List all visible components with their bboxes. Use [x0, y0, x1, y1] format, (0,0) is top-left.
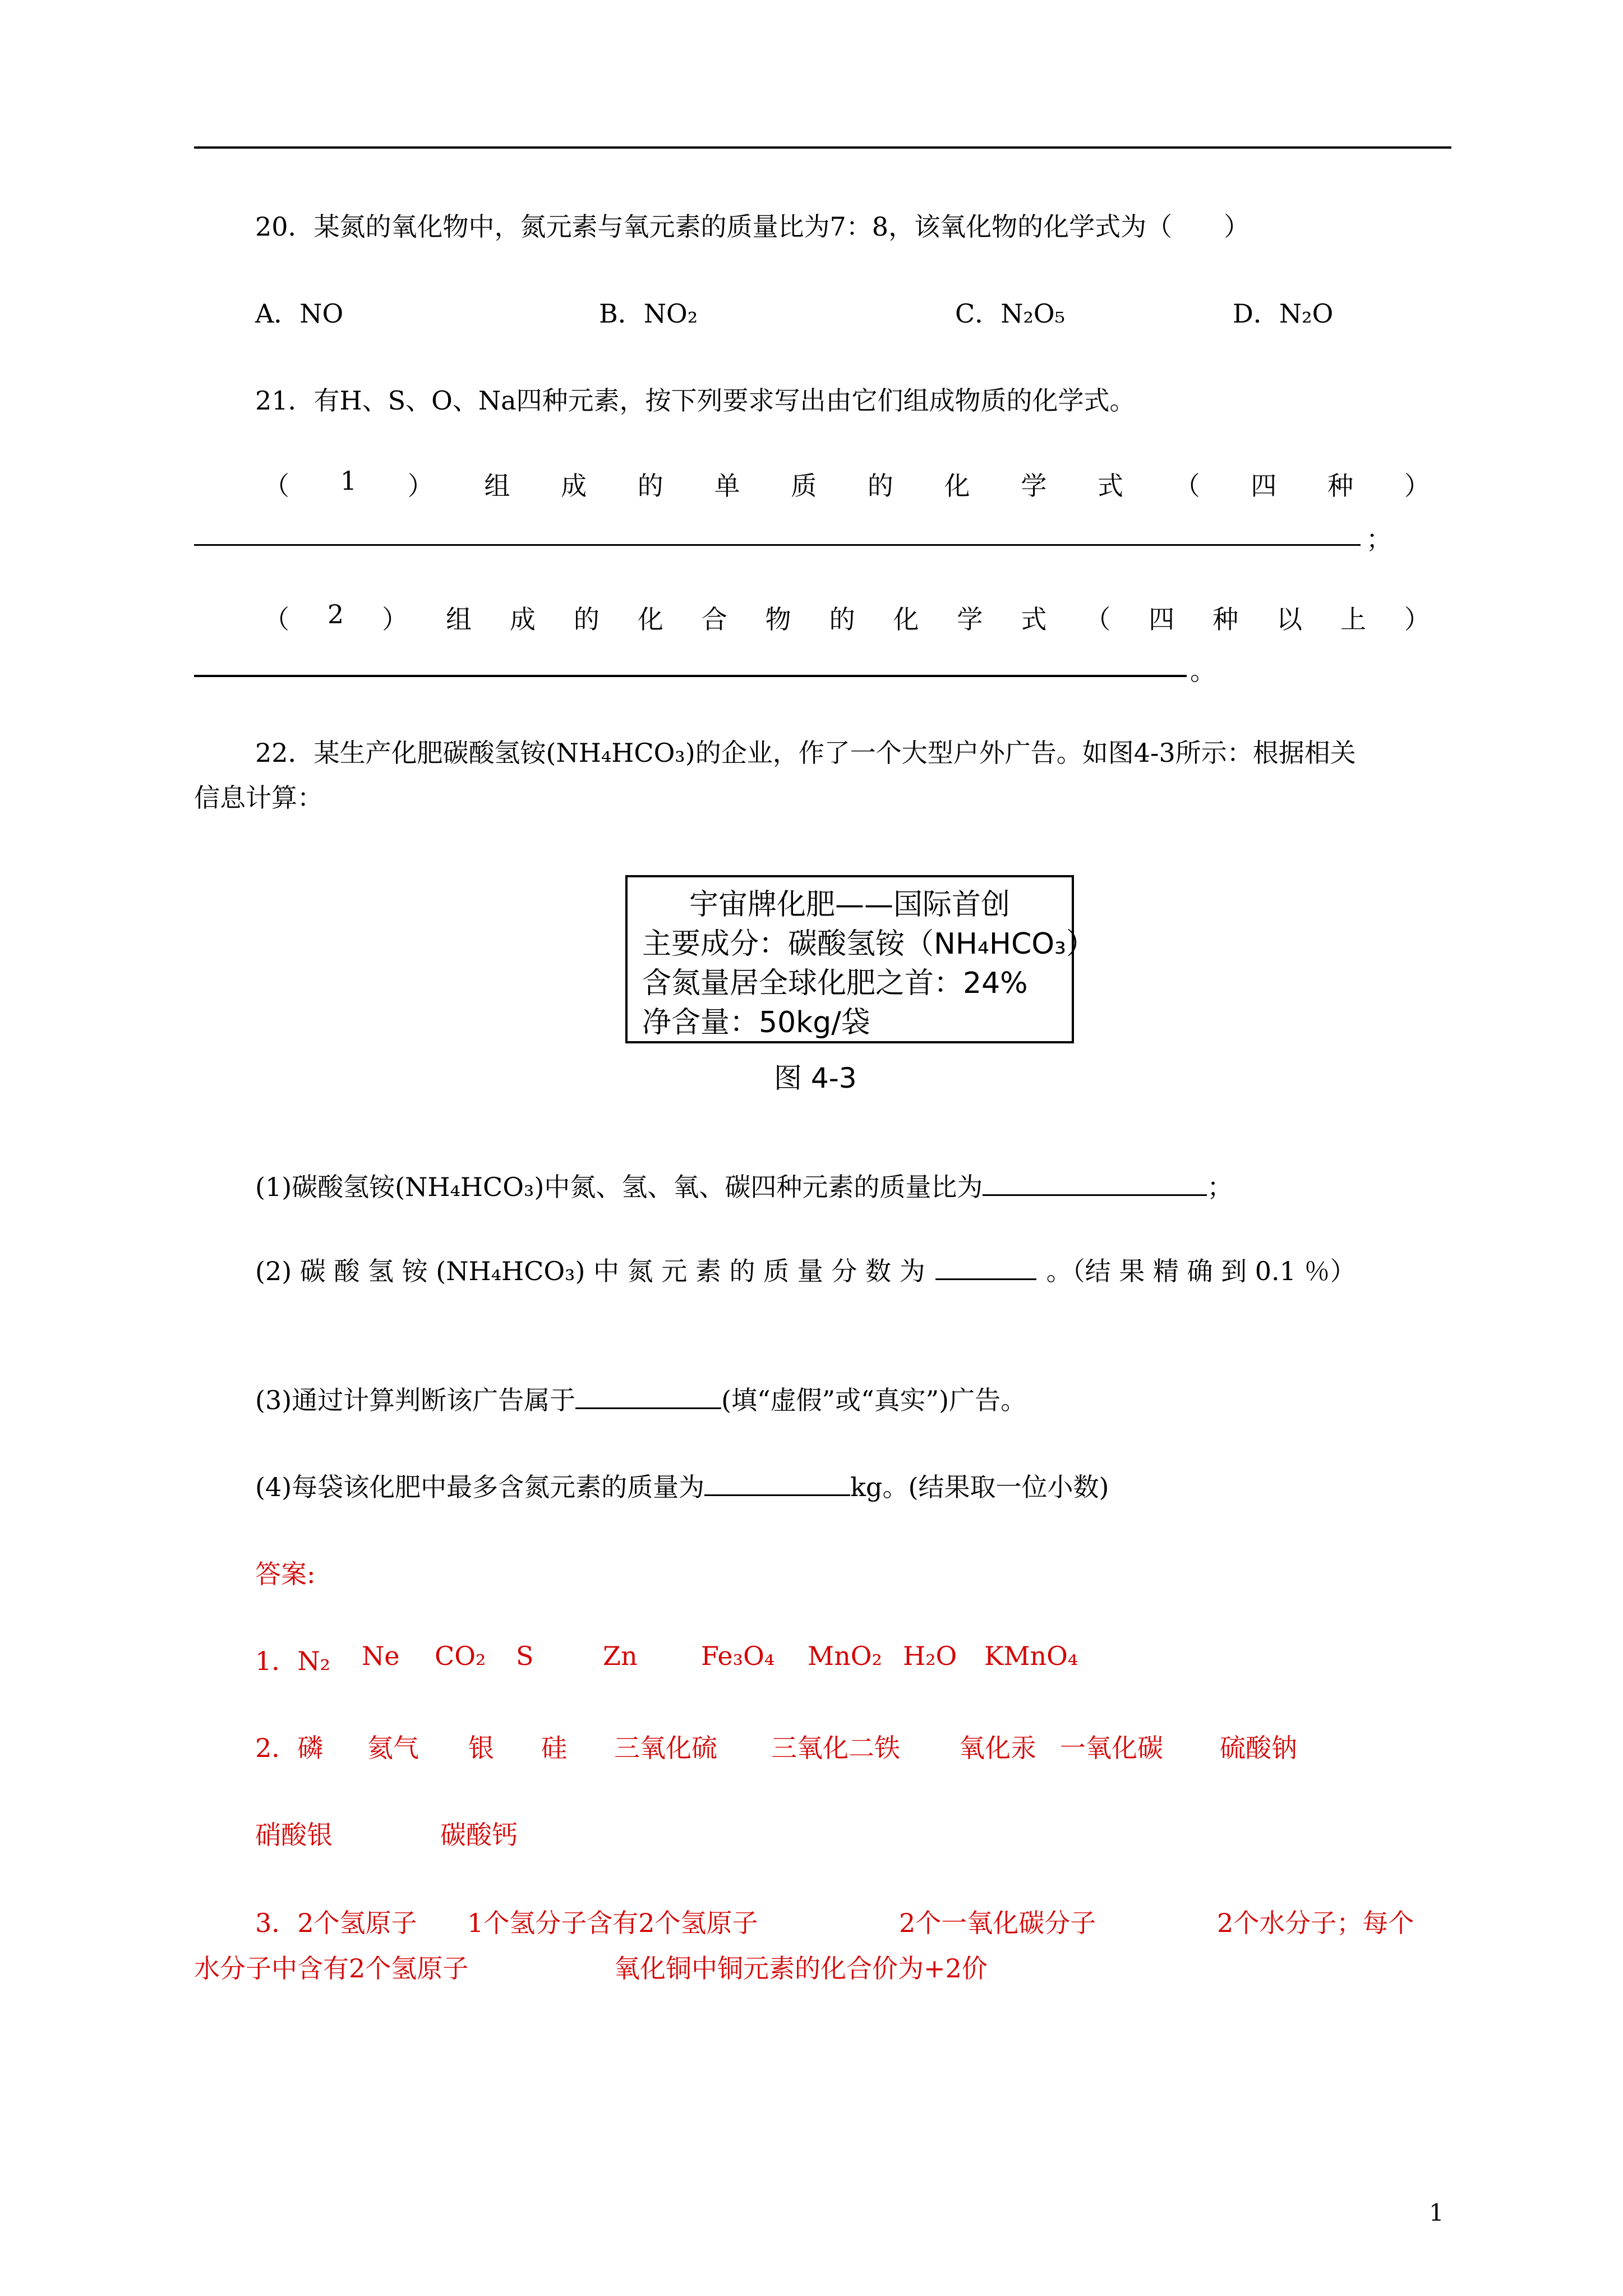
page-number: 1 [1429, 2199, 1444, 2226]
answer-2-item: 一氧化碳 [1060, 1733, 1163, 1763]
answers-heading: 答案: [255, 1559, 316, 1589]
q21-part1: （ 1 ） 组 成 的 单 质 的 化 学 式 （ 四 种 ） [264, 466, 1430, 501]
q22-sub2-blank[interactable] [935, 1256, 1036, 1280]
q20-option-c: C．N₂O₅ [955, 298, 1066, 329]
answer-3-item: 2个一氧化碳分子 [899, 1908, 1096, 1938]
ad-line-net-weight: 净含量：50kg/袋 [642, 1006, 870, 1039]
answer-3-item: 3．2个氢原子 [255, 1908, 417, 1938]
answer-2-item: 三氧化二铁 [771, 1733, 900, 1763]
answer-1-item: S [516, 1641, 534, 1671]
q21-part1-answer-line[interactable] [194, 544, 1361, 546]
q22-sub3-blank[interactable] [575, 1385, 721, 1409]
answer-3-item: 1个氢分子含有2个氢原子 [467, 1908, 758, 1938]
q21-stem: 21．有H、S、O、Na四种元素，按下列要求写出由它们组成物质的化学式。 [255, 385, 1136, 416]
answer-3-item: 氧化铜中铜元素的化合价为+2价 [614, 1953, 988, 1984]
q22-sub3: (3)通过计算判断该广告属于 (填“虚假”或“真实”)广告。 [255, 1385, 1027, 1415]
answer-1-item: Ne [362, 1641, 400, 1671]
q22-sub1-blank[interactable] [983, 1172, 1207, 1196]
answer-2-item: 三氧化硫 [614, 1733, 717, 1763]
answer-3-item: 水分子中含有2个氢原子 [194, 1953, 469, 1984]
ad-title: 宇宙牌化肥——国际首创 [689, 888, 1010, 922]
q21-part2-end: 。 [1190, 656, 1216, 686]
q22-stem-line2: 信息计算： [194, 783, 323, 813]
answer-2-item: 氦气 [367, 1733, 419, 1763]
answer-2-item: 硅 [541, 1733, 567, 1763]
answer-1-item: 1．N₂ [255, 1646, 330, 1676]
answer-1-item: Zn [603, 1641, 638, 1671]
answer-1-item: H₂O [903, 1641, 957, 1671]
answer-2-item: 银 [468, 1733, 494, 1763]
advertisement-box [625, 875, 1096, 1043]
answer-1-item: Fe₃O₄ [701, 1641, 775, 1671]
header-rule [194, 146, 1451, 149]
q21-part2-answer-line[interactable] [194, 675, 1187, 677]
answer-1-item: MnO₂ [808, 1641, 882, 1671]
q22-sub4: (4)每袋该化肥中最多含氮元素的质量为 kg。(结果取一位小数) [255, 1472, 1109, 1502]
q21-part1-end: ； [1366, 524, 1392, 554]
q22-sub1: (1)碳酸氢铵(NH₄HCO₃)中氮、氢、氧、碳四种元素的质量比为 ； [255, 1172, 1233, 1202]
answer-1-item: KMnO₄ [984, 1641, 1078, 1671]
ad-line-nitrogen: 含氮量居全球化肥之首：24% [642, 967, 1028, 1000]
q22-stem-line1: 22．某生产化肥碳酸氢铵(NH₄HCO₃)的企业，作了一个大型户外广告。如图4-3所示：根据相关 [255, 738, 1356, 768]
q20-option-a: A．NO [255, 298, 344, 329]
q20-option-b: B．NO₂ [599, 298, 698, 329]
answer-2-item: 碳酸钙 [440, 1820, 518, 1850]
answer-2-item: 氧化汞 [959, 1733, 1036, 1763]
answer-2-item: 硫酸钠 [1220, 1733, 1297, 1763]
q21-part2: （ 2 ） 组 成 的 化 合 物 的 化 学 式 （ 四 种 以 上 ） [264, 599, 1430, 634]
figure-caption: 图 4-3 [774, 1062, 857, 1094]
q22-sub2: (2) 碳 酸 氢 铵 (NH₄HCO₃) 中 氮 元 素 的 质 量 分 数 为 。（结 果 精 确 到 0.1 ％） [255, 1256, 1356, 1286]
ad-line-ingredient: 主要成分：碳酸氢铵（NH₄HCO₃） [642, 927, 1096, 961]
answer-3-item: 2个水分子；每个 [1217, 1908, 1414, 1938]
answer-2-item: 硝酸银 [255, 1820, 333, 1850]
answer-2-item: 2．磷 [255, 1733, 324, 1763]
answer-1-item: CO₂ [435, 1641, 486, 1671]
q20-option-d: D．N₂O [1233, 298, 1334, 329]
q22-sub4-blank[interactable] [704, 1472, 850, 1496]
q20-stem: 20．某氮的氧化物中，氮元素与氧元素的质量比为7：8，该氧化物的化学式为（ ） [255, 211, 1250, 242]
